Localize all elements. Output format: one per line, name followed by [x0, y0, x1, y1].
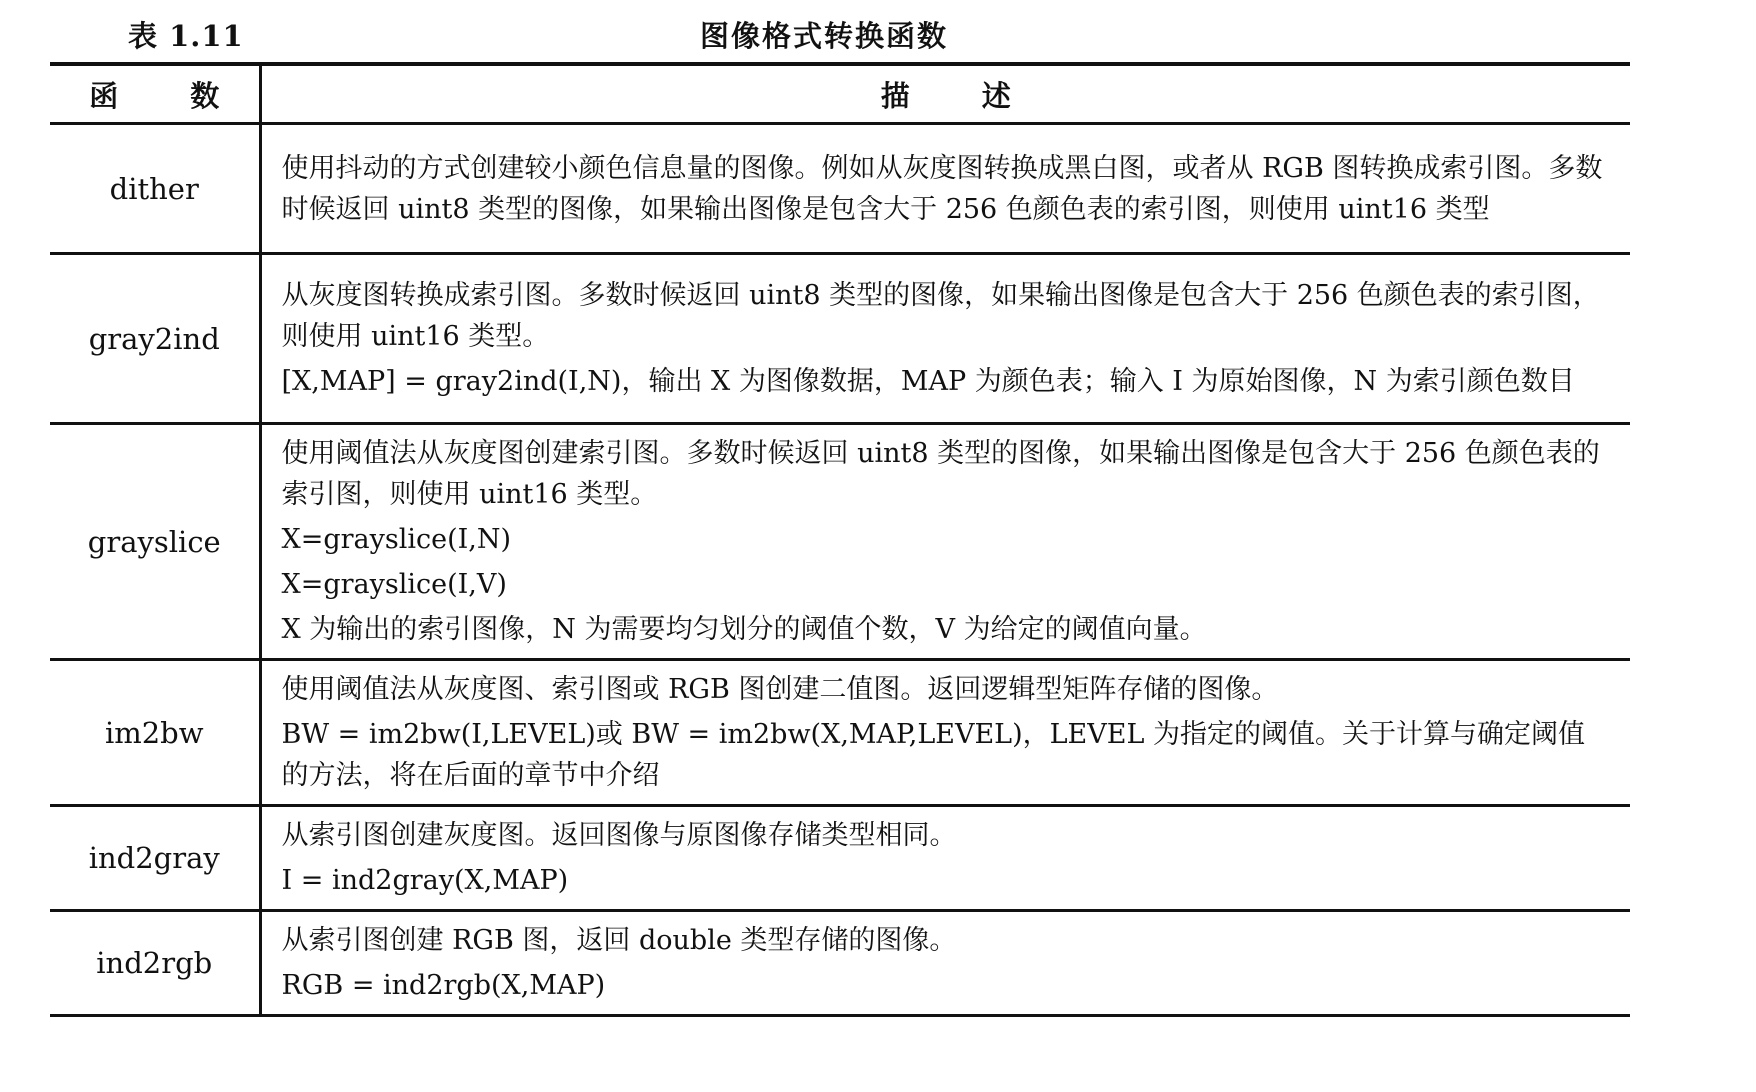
description-syntax: RGB = ind2rgb(X,MAP)	[281, 970, 606, 1001]
function-name: dither	[50, 124, 260, 254]
function-description	[260, 660, 1630, 806]
function-name: ind2rgb	[50, 911, 260, 1016]
table-row	[50, 806, 1630, 911]
table-title: 图像格式转换函数	[700, 19, 949, 53]
description-text: 从索引图创建灰度图。返回图像与原图像存储类型相同。	[281, 820, 957, 851]
description-syntax: BW = im2bw(I,LEVEL)或 BW = im2bw(X,MAP,LEVEL)，LEVEL 为指定的阈值。关于计算与确定阈值的方法，将在后面的章节中介绍	[281, 719, 1585, 791]
table-number: 表 1.11	[128, 19, 244, 53]
table-row	[50, 660, 1630, 806]
table-row	[50, 424, 1630, 660]
function-column-header: 函数	[50, 64, 260, 124]
table-header-row	[50, 64, 1630, 124]
description-text: 使用抖动的方式创建较小颜色信息量的图像。例如从灰度图转换成黑白图，或者从 RGB 图转换成索引图。多数时候返回 uint8 类型的图像，如果输出图像是包含大于 256 色颜色表的索引图，则使用 uint16 类型	[281, 152, 1603, 225]
description-text: 使用阈值法从灰度图创建索引图。多数时候返回 uint8 类型的图像，如果输出图像是包含大于 256 色颜色表的索引图，则使用 uint16 类型。	[281, 438, 1600, 510]
table-row	[50, 124, 1630, 254]
description-column-header: 描述	[260, 64, 1630, 124]
description-syntax: I = ind2gray(X,MAP)	[281, 865, 569, 896]
description-text: 从灰度图转换成索引图。多数时候返回 uint8 类型的图像，如果输出图像是包含大于 256 色颜色表的索引图，则使用 uint16 类型。	[281, 280, 1600, 352]
function-name: ind2gray	[50, 806, 260, 911]
description-syntax: X=grayslice(I,V)	[281, 569, 507, 600]
function-description	[260, 911, 1630, 1016]
function-name: grayslice	[50, 424, 260, 660]
function-description	[260, 424, 1630, 660]
description-text: 从索引图创建 RGB 图，返回 double 类型存储的图像。	[281, 925, 957, 956]
description-text: 使用阈值法从灰度图、索引图或 RGB 图创建二值图。返回逻辑型矩阵存储的图像。	[281, 674, 1279, 705]
function-description	[260, 254, 1630, 424]
function-description	[260, 124, 1630, 254]
function-description	[260, 806, 1630, 911]
description-syntax: X=grayslice(I,N)	[281, 524, 512, 555]
table-row	[50, 911, 1630, 1016]
function-name: gray2ind	[50, 254, 260, 424]
function-name: im2bw	[50, 660, 260, 806]
description-text: X 为输出的索引图像，N 为需要均匀划分的阈值个数，V 为给定的阈值向量。	[281, 614, 1207, 645]
function-table	[50, 62, 1630, 1017]
description-syntax: [X,MAP] = gray2ind(I,N)，输出 X 为图像数据，MAP 为颜色表；输入 I 为原始图像，N 为索引颜色数目	[281, 366, 1575, 397]
table-row	[50, 254, 1630, 424]
